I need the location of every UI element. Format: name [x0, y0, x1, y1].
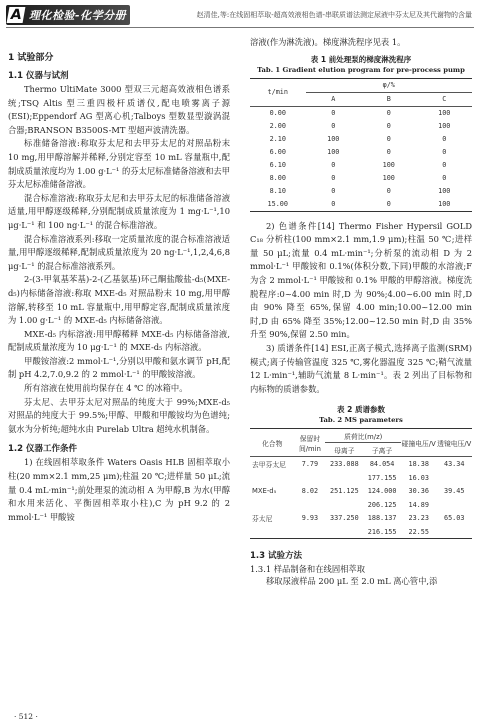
paragraph-eluent-note: 溶液(作为淋洗液)。梯度淋洗程序见表 1。: [250, 37, 406, 47]
table1-body: [250, 106, 472, 211]
section-title-experiment: 1 试验部分: [8, 53, 54, 63]
table2-header-tv: 透镜电压/V: [436, 429, 472, 457]
paragraph-ammonium-formate: 甲酸铵溶液:2 mmol·L⁻¹,分别以甲酸和氨水调节 pH,配制 pH 4.2,7.0,9.2 的 2 mmol·L⁻¹ 的甲酸铵溶液。: [8, 355, 230, 380]
header-divider: [6, 27, 474, 28]
table2-cell: [294, 525, 325, 539]
subsubsection-title-sample-prep: 1.3.1 样品制备和在线固相萃取: [250, 564, 366, 575]
table2-cell: 14.89: [408, 500, 429, 509]
table2-title-cn: 表 2 质谱参数: [337, 405, 385, 415]
table2-cell: [250, 498, 294, 512]
table2-cell: 216.155: [367, 527, 397, 536]
table2-row: [250, 471, 472, 485]
table2-cell: 30.36: [408, 487, 429, 496]
table1-row: [250, 159, 472, 172]
table1-cell: 0: [386, 148, 391, 157]
paragraph-reagent-purity: 芬太尼、去甲芬太尼对照品的纯度大于 99%;MXE-d₅ 对照品的纯度大于 99.5%;甲醇、甲酸和甲酸铵均为色谱纯;氨水为分析纯;超纯水由 Purelab Ultra 超纯水机制备。: [8, 396, 230, 434]
table1-cell: 100: [382, 161, 395, 170]
paragraph-spe-conditions: 1) 在线固相萃取条件 Waters Oasis HLB 固相萃取小柱(20 mm×2.1 mm,25 μm);柱温 20 ℃;进样量 50 μL;流量 0.4 mL·min⁻¹;前处理泵的流动相 A 为甲醇,B 为水(甲醇和水用来活化、平衡固相萃取小柱),C 为 pH 9.2 的 2 mmol·L⁻¹ 甲酸铵: [8, 457, 230, 522]
left-column: [8, 36, 230, 524]
table2-row: [250, 498, 472, 512]
table2-cell: [436, 525, 472, 539]
paragraph-mass-spec: 3) 质谱条件[14] ESI,正离子模式,选择离子监测(SRM)模式;离子传输管温度 325 ℃,雾化器温度 325 ℃;鞘气流量 12 L·min⁻¹,辅助气流量 8 L·min⁻¹。表 2 列出了目标物和内标物的质谱参数。: [250, 342, 472, 394]
table1-cell: 0: [442, 161, 447, 170]
subsection-title-methods: 1.3 试验方法: [250, 551, 303, 562]
table2-cell: 84.054: [369, 460, 395, 469]
table1-cell: 0: [331, 161, 336, 170]
table1-cell: 6.00: [269, 148, 286, 157]
paragraph-chromatography: 2) 色谱条件[14] Thermo Fisher Hypersil GOLD C₁₈ 分析柱(100 mm×2.1 mm,1.9 μm);柱温 50 ℃;进样量 50 μL;流量 0.4 mL·min⁻¹;分析泵的流动相 D 为 2 mmol·L⁻¹ 甲酸铵和 0.1%(体积分数,下同)甲酸的水溶液;F 为含 2 mmol·L⁻¹ 甲酸铵和 0.1% 甲酸的甲醇溶液。梯度洗脱程序:0~4.00 min 时,D 为 90%;4.00~6.00 min 时,D 由 90% 降至 65%,保留 4.00 min;10.00~12.00 min 时,D 由 65% 降至 35%;12.00~12.50 min 时,D 由 35% 升至 90%,保留 2.50 min。: [250, 220, 472, 340]
table2-cell: 43.34: [444, 460, 465, 469]
table2-row: [250, 525, 472, 539]
table2-cell: [325, 471, 363, 485]
paragraph-sample-prep: 移取尿液样品 200 μL 至 2.0 mL 离心管中,添: [266, 576, 438, 587]
table1-cell: 8.10: [269, 187, 286, 196]
table2-row: [250, 511, 472, 525]
table2-header-rt: 保留时间/min: [294, 429, 325, 457]
journal-name: 理化检验-化学分册: [29, 9, 127, 22]
table1-cell: 0: [442, 174, 447, 183]
table2-cell: 251.125: [330, 487, 359, 496]
table1-cell: 100: [327, 135, 340, 144]
table2-row: [250, 484, 472, 498]
table2-cell: 去甲芬太尼: [252, 461, 286, 470]
paragraph-mixed-standard: 混合标准溶液:称取芬太尼和去甲芬太尼的标准储备溶液适量,用甲醇逐级稀释,分别配制成质量浓度为 1 mg·L⁻¹,10 μg·L⁻¹ 和 100 ng·L⁻¹ 的混合标准溶液。: [8, 192, 230, 230]
table2-header-ce: 碰撞电压/V: [401, 429, 437, 457]
paragraph-stock-solution: 标准储备溶液:称取芬太尼和去甲芬太尼的对照品粉末 10 mg,用甲醇溶解并稀释,分别定容至 10 mL 容量瓶中,配制成质量浓度均为 1.00 g·L⁻¹ 的芬太尼标准储备溶液和去甲芬太尼标准储备溶液。: [8, 138, 230, 190]
table2-cell: MXE-d₅: [252, 487, 277, 496]
table1-row: [250, 185, 472, 198]
right-column: [250, 36, 472, 589]
table1-title-en: Tab. 1 Gradient elution program for pre-process pump: [257, 65, 465, 74]
table2-cell: [250, 525, 294, 539]
journal-logo: [6, 5, 130, 25]
paragraph-standard-series: 混合标准溶液系列:移取一定质量浓度的混合标准溶液适量,用甲醇逐级稀释,配制成质量浓度为 20 ng·L⁻¹,1,2,4,6,8 μg·L⁻¹ 的混合标准溶液系列。: [8, 233, 230, 271]
table2-cell: 124.000: [367, 487, 397, 496]
table1-cell: 6.10: [269, 161, 286, 170]
table1-cell: 0: [386, 200, 391, 209]
table2-cell: [436, 498, 472, 512]
table1-header-phi: φ/%: [306, 78, 473, 92]
table1-cell: 15.00: [267, 200, 288, 209]
table1-cell: 0: [386, 122, 391, 131]
table2-cell: 22.55: [408, 527, 429, 536]
table1-cell: 100: [382, 174, 395, 183]
table2-cell: 233.088: [330, 460, 359, 469]
table1-subheader-c: C: [442, 95, 447, 104]
table2-cell: 206.125: [367, 500, 397, 509]
table1-cell: 0: [331, 200, 336, 209]
subsection-title-conditions: 1.2 仪器工作条件: [8, 444, 78, 455]
table2-cell: 8.02: [301, 487, 319, 496]
table1-subheader-b: B: [386, 95, 391, 104]
table1-cell: 100: [438, 187, 451, 196]
table1-cell: 0: [331, 187, 336, 196]
table1-row: [250, 198, 472, 212]
table1-cell: 0: [386, 187, 391, 196]
table1-cell: 0: [331, 174, 336, 183]
paragraph-internal-solution: MXE-d₅ 内标溶液:用甲醇稀释 MXE-d₅ 内标储备溶液,配制成质量浓度为 10 μg·L⁻¹ 的 MXE-d₅ 内标溶液。: [8, 328, 230, 353]
table2-cell: [325, 498, 363, 512]
table2-block: [250, 404, 472, 539]
page-number: · 512 ·: [14, 712, 38, 721]
table1-subheader-a: A: [331, 95, 336, 104]
table2-subheader-child: 子离子: [371, 446, 393, 455]
table2-row: [250, 457, 472, 471]
table2-cell: 177.155: [367, 473, 397, 482]
table2-cell: 39.45: [444, 487, 465, 496]
table2-cell: [250, 471, 294, 485]
table2-cell: 65.03: [444, 514, 465, 523]
table1-cell: 100: [438, 109, 451, 118]
table1-cell: 0: [331, 109, 336, 118]
table1-row: [250, 106, 472, 120]
table1-cell: 0: [386, 109, 391, 118]
table2-cell: 16.03: [408, 473, 429, 482]
table1-cell: 0: [442, 135, 447, 144]
table1-cell: 2.10: [269, 135, 286, 144]
table1-row: [250, 120, 472, 133]
table1-cell: 2.00: [269, 122, 286, 131]
paragraph-internal-stock: 2-(3-甲氧基苯基)-2-(乙基氨基)环己酮盐酸盐-d₅(MXE-d₅)内标储备溶液:称取 MXE-d₅ 对照品粉末 10 mg,用甲醇溶解,转移至 10 mL 容量瓶中,用甲醇定容,配制成质量浓度为 1.00 g·L⁻¹ 的 MXE-d₅ 内标储备溶液。: [8, 274, 230, 326]
table1-cell: 8.00: [269, 174, 286, 183]
table1-cell: 0: [386, 135, 391, 144]
table1-header-time: t/min: [250, 78, 306, 106]
table2-cell: [325, 525, 363, 539]
table1-row: [250, 146, 472, 159]
table1-cell: 0: [331, 122, 336, 131]
table2-cell: 7.79: [301, 460, 319, 469]
table1-cell: 100: [327, 148, 340, 157]
paragraph-instruments: Thermo UltiMate 3000 型双三元超高效液相色谱系统;TSQ Altis 型三重四极杆质谱仪,配电喷雾离子源(ESI);Eppendorf AG 型离心机;Talboys 型数显型漩涡混合器;BRANSON B3500S-MT 型超声波清洗器。: [8, 84, 230, 135]
table2-cell: 188.137: [367, 514, 397, 523]
table1-cell: 100: [438, 200, 451, 209]
subsection-title-instruments: 1.1 仪器与试剂: [8, 71, 69, 81]
table2-title-en: Tab. 2 MS parameters: [319, 416, 403, 425]
table2-cell: 23.23: [408, 514, 429, 523]
running-title: 赵清佳,等:在线固相萃取-超高效液相色谱-串联质谱法测定尿液中芬太尼及其代谢物的含量: [196, 11, 472, 19]
table2-cell: [436, 471, 472, 485]
table1-cell: 100: [438, 122, 451, 131]
table1-cell: 0: [442, 148, 447, 157]
table2-cell: [294, 471, 325, 485]
logo-mark: A: [7, 7, 26, 23]
table2-cell: 337.250: [330, 514, 359, 523]
table1-gradient-program: [250, 78, 472, 212]
table2-subheader-parent: 母离子: [334, 446, 355, 455]
table2-header-compound: 化合物: [250, 429, 294, 457]
table2-ms-parameters: [250, 428, 472, 539]
paragraph-storage: 所有溶液在使用前均保存在 4 ℃ 的冰箱中。: [24, 383, 188, 394]
table1-cell: 0.00: [269, 109, 286, 118]
table2-cell: 9.93: [301, 514, 319, 523]
table2-cell: [294, 498, 325, 512]
table1-row: [250, 172, 472, 185]
table2-cell: 芬太尼: [252, 515, 273, 524]
table1-row: [250, 133, 472, 146]
table2-header-mz: 质荷比(m/z): [325, 429, 401, 443]
table1-title-cn: 表 1 前处理泵的梯度淋洗程序: [310, 54, 412, 64]
table1-block: [250, 54, 472, 212]
table2-cell: 18.38: [408, 460, 429, 469]
table2-body: [250, 457, 472, 539]
